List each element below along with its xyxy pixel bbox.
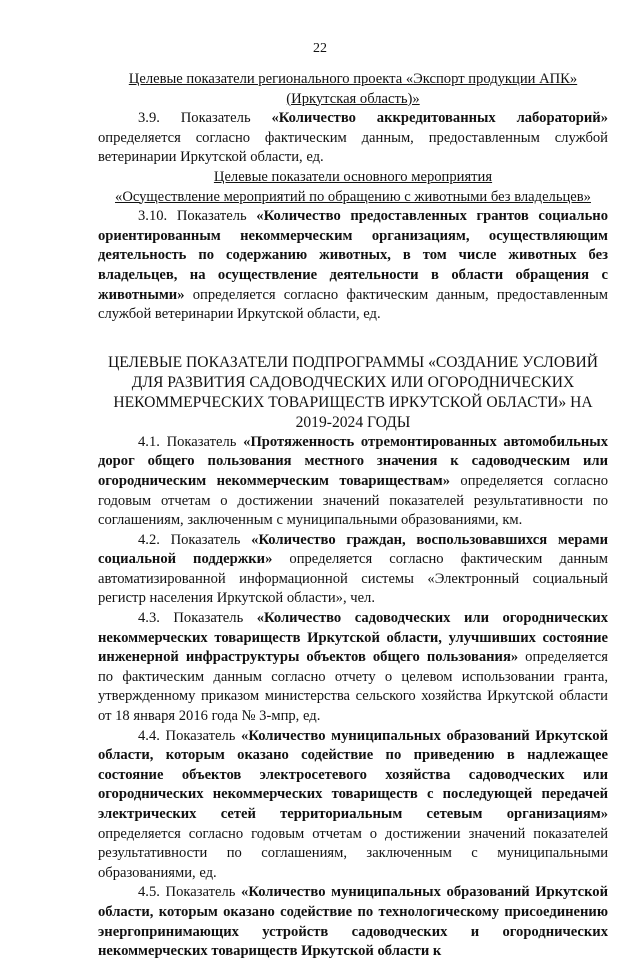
paragraph-4-4: 4.4. Показатель «Количество муниципальных образований Иркутской области, которым оказано содействие по приведению в надлежащее состояние объектов электросетевого хозяйства садоводческих или огороднических некоммерческих товариществ с последующей передачей электрических сетей территориальным сетевым организациям» определяется согласно годовым отчетам о достижении значений показателей результативности по соглашениям, заключенным с муниципальными образованиями, ед.: [98, 727, 609, 881]
paragraph-3-10: 3.10. Показатель «Количество предоставленных грантов социально ориентированным некоммерческим организациям, осуществляющим деятельность по содержанию животных, в том числе животных без владельцев, на осуществление деятельности в области обращения с животными» определяется согласно фактическим данным, предоставленным службой ветеринарии Иркутской области, ед.: [98, 208, 608, 323]
paragraph-4-3: 4.3. Показатель «Количество садоводческих или огороднических некоммерческих товариществ Иркутской области, улучшивших состояние инженерной инфраструктуры объектов общего пользования» определяется по фактическим данным согласно отчету о целевом использовании гранта, утвержденному приказом министерства сельского хозяйства Иркутской области от 18 января 2016 года № 3-мпр, ед.: [98, 610, 608, 725]
page-number: 22: [313, 41, 327, 56]
section-heading: Целевые показатели регионального проекта «Экспорт продукции АПК» (Иркутская область)»: [128, 71, 578, 107]
section-heading: Целевые показатели основного мероприятия «Осуществление мероприятий по обращению с животными без владельцев»: [115, 168, 591, 205]
paragraph-4-1: 4.1. Показатель «Протяженность отремонтированных автомобильных дорог общего пользования местного значения к садоводческим или огородническим некоммерческим товариществам» определяется согласно годовым отчетам о достижении значений показателей результативности по соглашениям, заключенным с муниципальными образованиями, км.: [98, 433, 608, 529]
paragraph-4-2: 4.2. Показатель «Количество граждан, воспользовавшихся мерами социальной поддержки» определяется согласно фактическим данным автоматизированной информационной системы «Электронный социальный регистр населения Иркутской области», чел.: [98, 531, 609, 607]
subprogram-heading: ЦЕЛЕВЫЕ ПОКАЗАТЕЛИ ПОДПРОГРАММЫ «СОЗДАНИЕ УСЛОВИЙ ДЛЯ РАЗВИТИЯ САДОВОДЧЕСКИХ ИЛИ ОГОРОДНИЧЕСКИХ НЕКОММЕРЧЕСКИХ ТОВАРИЩЕСТВ ИРКУТСКОЙ ОБЛАСТИ» НА 2019-2024 ГОДЫ: [107, 353, 599, 431]
document-body: [98, 0, 608, 962]
paragraph-4-5: 4.5. Показатель «Количество муниципальных образований Иркутской области, которым оказано содействие по технологическому присоединению энергопринимающих устройств садоводческих и огороднических некоммерческих товариществ Иркутской области к: [98, 884, 609, 960]
paragraph-3-9: 3.9. Показатель «Количество аккредитованных лабораторий» определяется согласно фактическим данным, предоставленным службой ветеринарии Иркутской области, ед.: [98, 110, 608, 166]
